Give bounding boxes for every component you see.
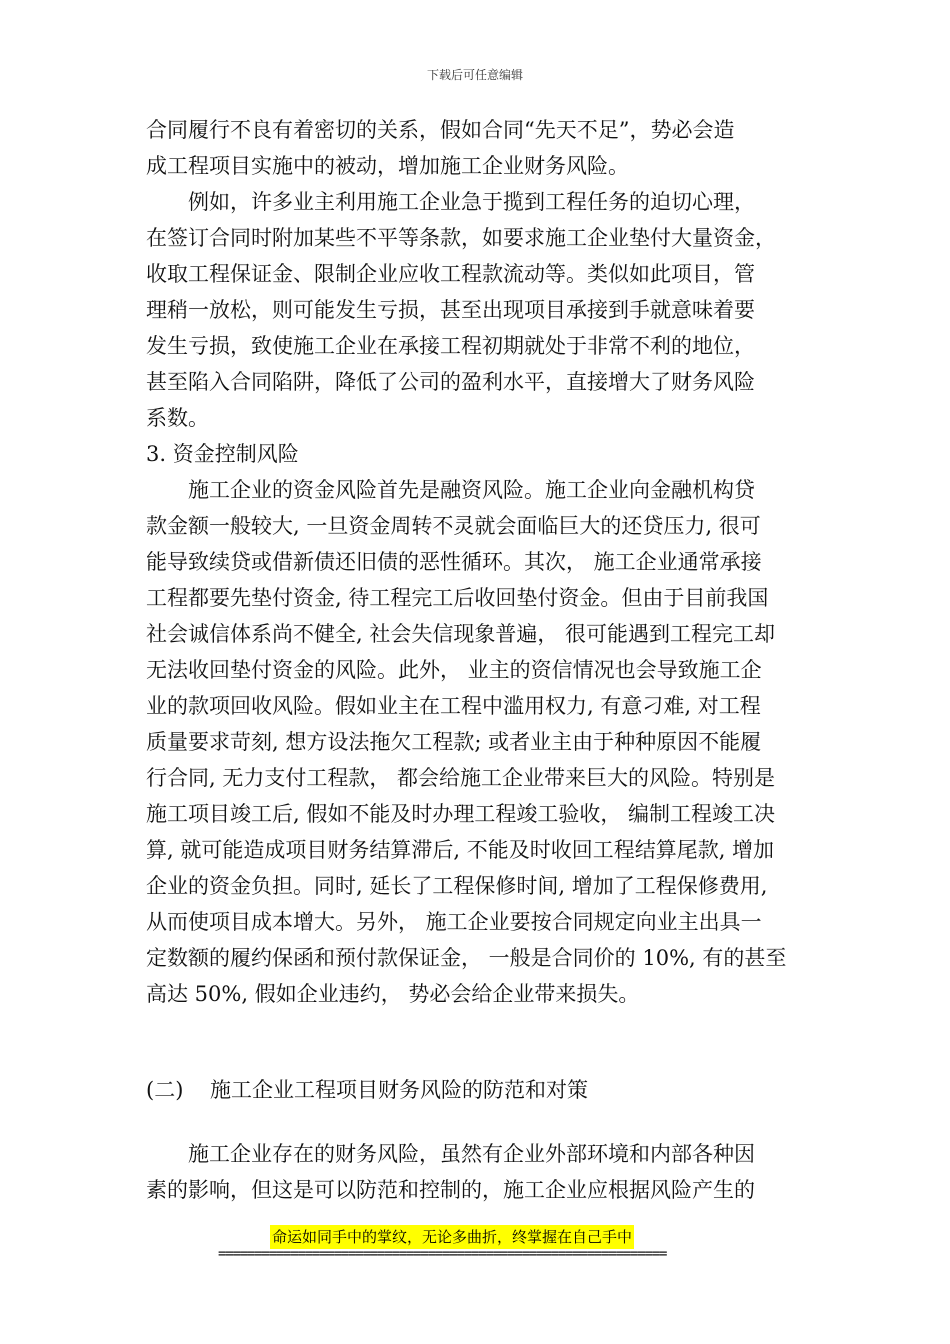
body-line: 社会诚信体系尚不健全, 社会失信现象普遍， 很可能遇到工程完工却: [146, 622, 776, 646]
header-note: 下载后可任意编辑: [426, 68, 523, 82]
paragraph: [146, 1136, 806, 1208]
body-line: 施工项目竣工后, 假如不能及时办理工程竣工验收， 编制工程竣工决: [146, 802, 776, 826]
body-line: 高达 50%, 假如企业违约， 势必会给企业带来损失。: [146, 982, 640, 1006]
body-text: [146, 112, 806, 1012]
body-line: 业的款项回收风险。假如业主在工程中滥用权力, 有意刁难, 对工程: [146, 694, 761, 718]
body-line: 理稍一放松，则可能发生亏损，甚至出现项目承接到手就意味着要: [146, 298, 755, 322]
body-line: 成工程项目实施中的被动，增加施工企业财务风险。: [146, 154, 629, 178]
section-heading: [146, 1072, 806, 1108]
footer-motto: 命运如同手中的掌纹，无论多曲折，终掌握在自己手中: [270, 1225, 634, 1249]
body-line: 从而使项目成本增大。另外， 施工企业要按合同规定向业主出具一: [146, 910, 762, 934]
body-line: 施工企业存在的财务风险，虽然有企业外部环境和内部各种因: [188, 1142, 755, 1166]
body-line: 施工企业的资金风险首先是融资风险。施工企业向金融机构贷: [188, 478, 755, 502]
footer-divider: ==============================================================: [218, 1246, 667, 1262]
body-line: 例如，许多业主利用施工企业急于揽到工程任务的迫切心理，: [188, 190, 755, 214]
body-line: 发生亏损，致使施工企业在承接工程初期就处于非常不利的地位，: [146, 334, 755, 358]
body-line: 企业的资金负担。同时, 延长了工程保修时间, 增加了工程保修费用,: [146, 874, 768, 898]
section-number: (二): [146, 1078, 184, 1102]
body-line: 算, 就可能造成项目财务结算滞后, 不能及时收回工程结算尾款, 增加: [146, 838, 775, 862]
body-line: 合同履行不良有着密切的关系，假如合同“先天不足”，势必会造: [146, 118, 735, 142]
body-line: 工程都要先垫付资金, 待工程完工后收回垫付资金。但由于目前我国: [146, 586, 769, 610]
body-line: 系数。: [146, 406, 209, 430]
body-line: 在签订合同时附加某些不平等条款，如要求施工企业垫付大量资金，: [146, 226, 776, 250]
body-line: 款金额一般较大, 一旦资金周转不灵就会面临巨大的还贷压力, 很可: [146, 514, 761, 538]
body-line: 无法收回垫付资金的风险。此外， 业主的资信情况也会导致施工企: [146, 658, 762, 682]
body-line: 甚至陷入合同陷阱，降低了公司的盈利水平，直接增大了财务风险: [146, 370, 755, 394]
body-line: 质量要求苛刻, 想方设法拖欠工程款; 或者业主由于种种原因不能履: [146, 730, 762, 754]
body-line: 素的影响，但这是可以防范和控制的，施工企业应根据风险产生的: [146, 1178, 755, 1202]
subsection-heading: 3. 资金控制风险: [146, 442, 299, 466]
body-line: 收取工程保证金、限制企业应收工程款流动等。类似如此项目，管: [146, 262, 755, 286]
body-line: 能导致续贷或借新债还旧债的恶性循环。其次， 施工企业通常承接: [146, 550, 762, 574]
body-line: 行合同, 无力支付工程款， 都会给施工企业带来巨大的风险。特别是: [146, 766, 776, 790]
section-title: 施工企业工程项目财务风险的防范和对策: [210, 1078, 588, 1102]
body-line: 定数额的履约保函和预付款保证金， 一般是合同价的 10%, 有的甚至: [146, 946, 787, 970]
